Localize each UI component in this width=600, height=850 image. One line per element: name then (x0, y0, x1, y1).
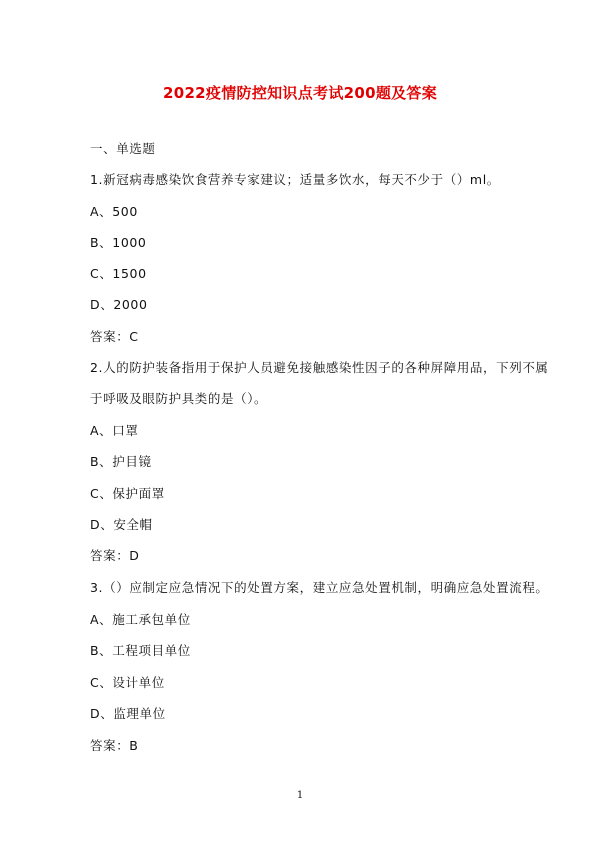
document-title: 2022疫情防控知识点考试200题及答案 (162, 84, 438, 102)
question-2-stem-line-2: 于呼吸及眼防护具类的是（）。 (90, 391, 268, 406)
question-1-option-b: B、1000 (90, 235, 147, 250)
question-3-option-b: B、工程项目单位 (90, 643, 191, 658)
question-2-answer: 答案：D (90, 548, 140, 563)
question-1-option-d: D、2000 (90, 297, 148, 312)
question-2-option-d: D、安全帽 (90, 517, 153, 532)
question-1-option-a: A、500 (90, 204, 138, 219)
question-3-stem: 3.（）应制定应急情况下的处置方案，建立应急处置机制，明确应急处置流程。 (90, 580, 549, 595)
question-2-stem-line-1: 2.人的防护装备指用于保护人员避免接触感染性因子的各种屏障用品，下列不属 (90, 360, 549, 375)
question-1-stem: 1.新冠病毒感染饮食营养专家建议；适量多饮水，每天不少于（）ml。 (90, 172, 500, 187)
question-3-answer: 答案：B (90, 738, 139, 753)
question-2-option-a: A、口罩 (90, 423, 139, 438)
section-heading: 一、单选题 (90, 141, 156, 156)
page-number: 1 (296, 790, 304, 801)
question-3-option-a: A、施工承包单位 (90, 612, 191, 627)
question-1-answer: 答案：C (90, 329, 139, 344)
question-3-option-d: D、监理单位 (90, 706, 166, 721)
question-1-option-c: C、1500 (90, 266, 147, 281)
question-2-option-b: B、护目镜 (90, 454, 152, 469)
question-3-option-c: C、设计单位 (90, 675, 165, 690)
question-2-option-c: C、保护面罩 (90, 486, 165, 501)
